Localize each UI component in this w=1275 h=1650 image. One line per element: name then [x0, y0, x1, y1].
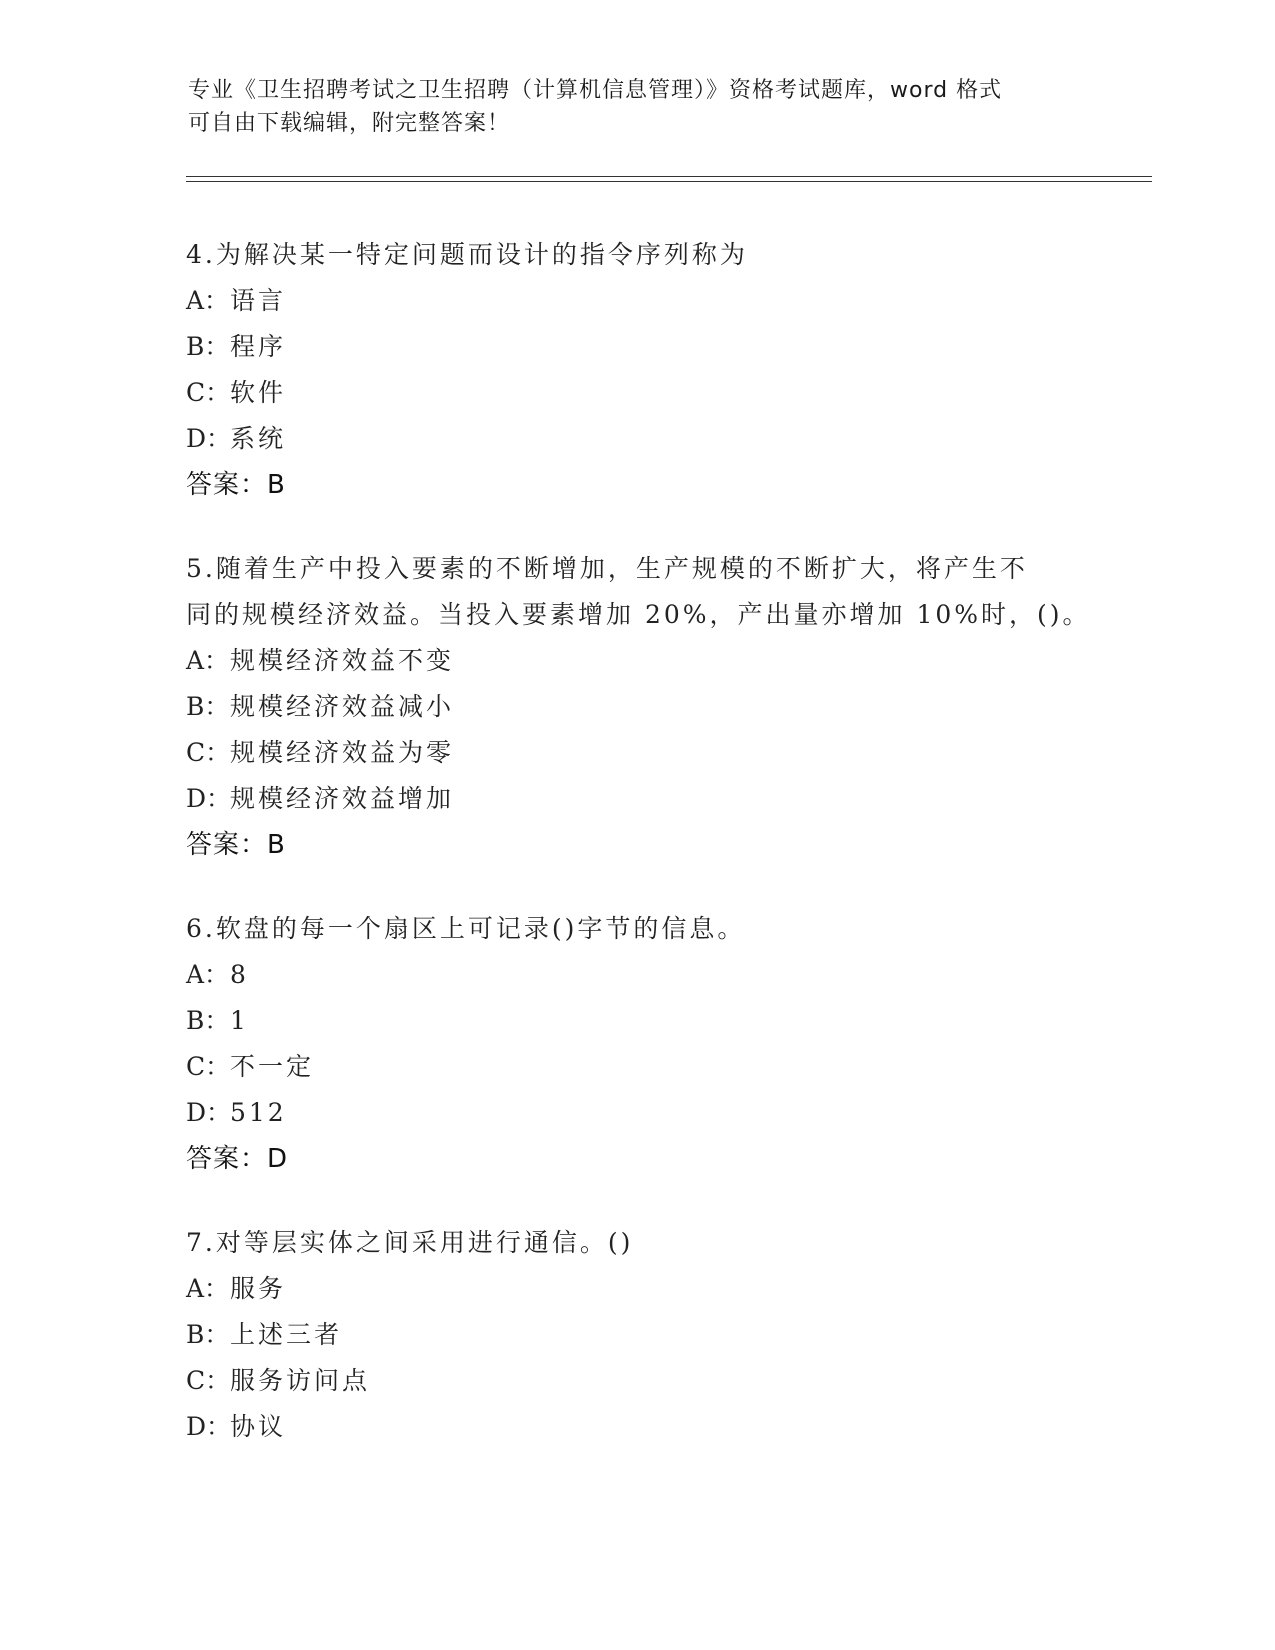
option-key: A： [186, 960, 230, 989]
option-text: 规模经济效益减小 [230, 692, 455, 721]
option-row [186, 1044, 1146, 1090]
option-key: C： [186, 1052, 231, 1081]
option-row [186, 1266, 1146, 1312]
option-text: 不一定 [230, 1052, 315, 1081]
option-row [186, 730, 1146, 776]
answer-line: 答案：B [186, 830, 286, 860]
option-row [186, 952, 1146, 998]
option-text: 程序 [230, 332, 287, 361]
option-text: 规模经济效益增加 [230, 784, 455, 813]
option-key: C： [186, 1366, 231, 1395]
option-row [186, 684, 1146, 730]
option-text: 服务 [230, 1274, 287, 1303]
option-text: 规模经济效益不变 [230, 646, 455, 675]
option-key: A： [186, 286, 230, 315]
option-text: 512 [230, 1098, 287, 1127]
document-header [188, 74, 1068, 140]
option-key: B： [186, 1006, 230, 1035]
option-key: C： [186, 378, 231, 407]
answer-line: 答案：D [186, 1144, 289, 1174]
option-row [186, 1358, 1146, 1404]
question-stem: 同的规模经济效益。当投入要素增加 20%，产出量亦增加 10%时，()。 [186, 600, 1091, 629]
option-text: 系统 [230, 424, 287, 453]
option-row [186, 1404, 1146, 1450]
option-row [186, 278, 1146, 324]
answer-line: 答案：B [186, 470, 286, 500]
question-stem: 7.对等层实体之间采用进行通信。() [186, 1228, 634, 1257]
question-block [186, 1220, 1146, 1450]
header-line-2: 可自由下载编辑，附完整答案！ [188, 111, 511, 136]
question-block [186, 546, 1146, 868]
option-text: 软件 [230, 378, 287, 407]
option-text: 1 [230, 1006, 249, 1035]
option-key: D： [186, 784, 232, 813]
question-stem: 5.随着生产中投入要素的不断增加，生产规模的不断扩大，将产生不 [186, 554, 1028, 583]
option-key: D： [186, 1412, 232, 1441]
option-key: D： [186, 424, 232, 453]
option-text: 8 [230, 960, 249, 989]
question-block [186, 232, 1146, 508]
option-row [186, 324, 1146, 370]
header-line-1: 专业《卫生招聘考试之卫生招聘（计算机信息管理）》资格考试题库，word 格式 [188, 78, 1003, 103]
question-stem: 6.软盘的每一个扇区上可记录()字节的信息。 [186, 914, 746, 943]
option-row [186, 1312, 1146, 1358]
option-row [186, 638, 1146, 684]
header-rule-top [186, 176, 1152, 177]
question-stem: 4.为解决某一特定问题而设计的指令序列称为 [186, 240, 748, 269]
option-row [186, 998, 1146, 1044]
option-text: 规模经济效益为零 [230, 738, 455, 767]
option-text: 服务访问点 [230, 1366, 371, 1395]
option-key: A： [186, 646, 230, 675]
option-text: 语言 [230, 286, 287, 315]
question-block [186, 906, 1146, 1182]
option-key: B： [186, 692, 230, 721]
option-text: 上述三者 [230, 1320, 343, 1349]
option-text: 协议 [230, 1412, 287, 1441]
question-list [186, 232, 1146, 1488]
option-row [186, 1090, 1146, 1136]
option-row [186, 370, 1146, 416]
option-key: D： [186, 1098, 232, 1127]
option-row [186, 776, 1146, 822]
option-key: A： [186, 1274, 230, 1303]
option-key: C： [186, 738, 231, 767]
option-row [186, 416, 1146, 462]
option-key: B： [186, 332, 230, 361]
option-key: B： [186, 1320, 230, 1349]
header-rule-bottom [186, 181, 1152, 182]
